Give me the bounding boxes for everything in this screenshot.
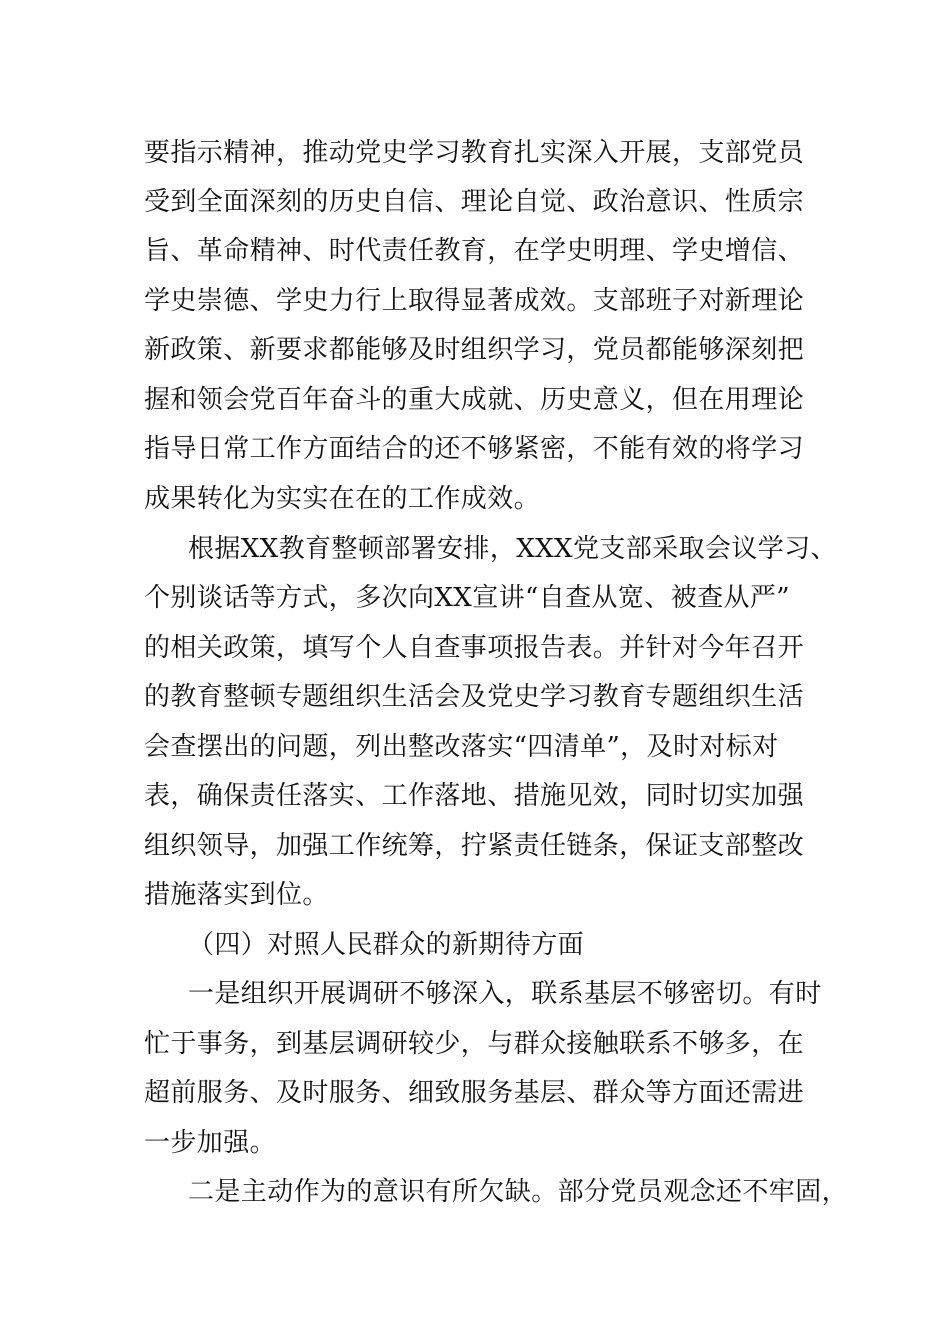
paragraph-3-line-2: 忙于事务，到基层调研较少，与群众接触联系不够多，在 (144, 1029, 805, 1059)
paragraph-3-line-1: 一是组织开展调研不够深入，联系基层不够密切。有时 (188, 979, 822, 1009)
paragraph-4-line-1: 二是主动作为的意识有所欠缺。部分党员观念还不牢固， (188, 1177, 849, 1207)
paragraph-3-line-3: 超前服务、及时服务、细致服务基层、群众等方面还需进 (144, 1078, 805, 1108)
paragraph-1-line-7: 指导日常工作方面结合的还不够紧密，不能有效的将学习 (144, 434, 805, 464)
paragraph-1-line-4: 学史崇德、学史力行上取得显著成效。支部班子对新理论 (144, 286, 805, 316)
paragraph-2-line-3: 的相关政策，填写个人自查事项报告表。并针对今年召开 (144, 633, 805, 663)
paragraph-2-line-4: 的教育整顿专题组织生活会及党史学习教育专题组织生活 (144, 682, 805, 712)
paragraph-2-line-2: 个别谈话等方式，多次向XX宣讲“自查从宽、被查从严” (144, 583, 791, 613)
paragraph-1-line-1: 要指示精神，推动党史学习教育扎实深入开展，支部党员 (144, 138, 805, 168)
paragraph-1-line-3: 旨、革命精神、时代责任教育，在学史明理、学史增信、 (144, 236, 805, 266)
paragraph-1-line-6: 握和领会党百年奋斗的重大成就、历史意义，但在用理论 (144, 385, 805, 415)
paragraph-2-line-7: 组织领导，加强工作统筹，拧紧责任链条，保证支部整改 (144, 831, 805, 861)
paragraph-2-line-8: 措施落实到位。 (144, 880, 329, 910)
paragraph-1-line-5: 新政策、新要求都能够及时组织学习，党员都能够深刻把 (144, 335, 805, 365)
paragraph-1-line-8: 成果转化为实实在在的工作成效。 (144, 484, 541, 514)
section-heading-4: （四）对照人民群众的新期待方面 (188, 930, 585, 960)
paragraph-2-line-1: 根据XX教育整顿部署安排，XXX党支部采取会议学习、 (188, 534, 837, 564)
paragraph-3-line-4: 一步加强。 (144, 1128, 277, 1158)
paragraph-1-line-2: 受到全面深刻的历史自信、理论自觉、政治意识、性质宗 (144, 187, 805, 217)
paragraph-2-line-5: 会查摆出的问题，列出整改落实“四清单”，及时对标对 (144, 732, 779, 762)
paragraph-2-line-6: 表，确保责任落实、工作落地、措施见效，同时切实加强 (144, 781, 805, 811)
